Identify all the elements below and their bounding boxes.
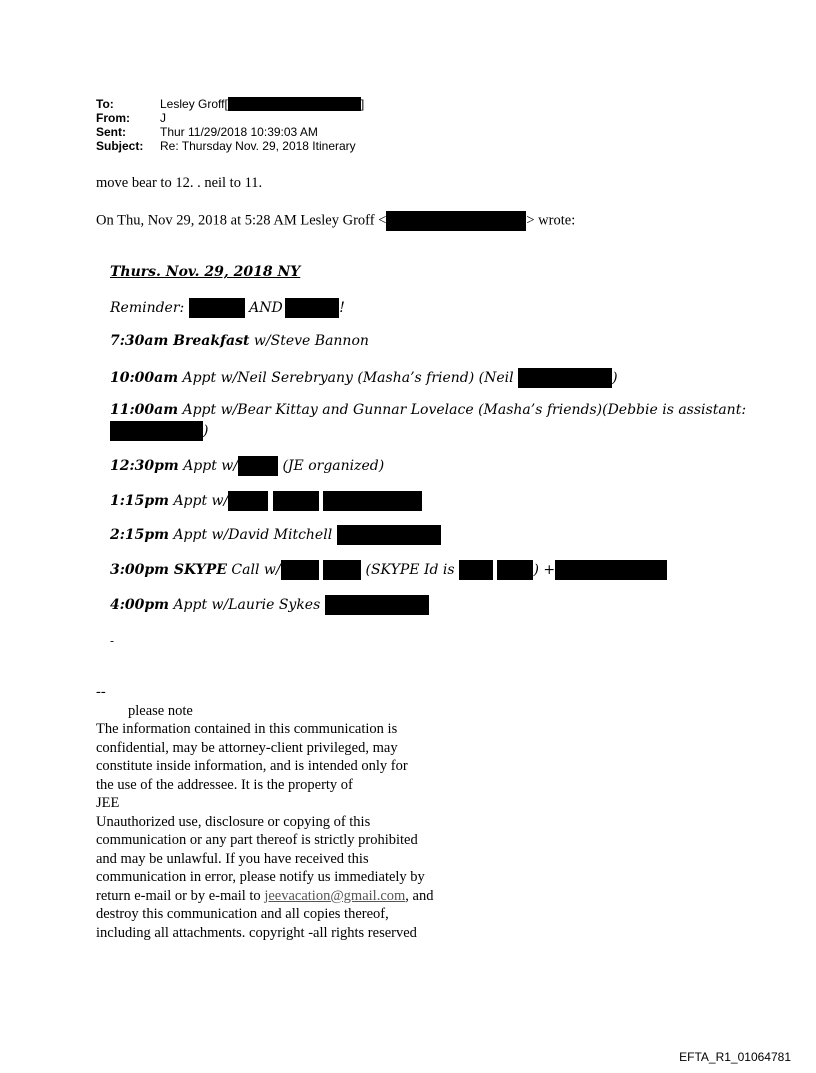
redaction-box: [189, 298, 245, 318]
reminder-and: AND: [249, 300, 283, 316]
disclaimer-line: constitute inside information, and is intended only for: [96, 758, 408, 774]
quote-intro: [96, 211, 575, 231]
sent-row: [96, 125, 364, 139]
itinerary-item-continued: [110, 421, 208, 441]
redaction-box: [285, 298, 339, 318]
from-row: [96, 111, 364, 125]
redaction-box: [555, 560, 667, 580]
reminder-line: [110, 298, 345, 318]
item-text: Appt w/David Mitchell: [169, 527, 337, 543]
itinerary-item: [110, 595, 429, 615]
redaction-box: [323, 491, 422, 511]
disclaimer-line: confidential, may be attorney-client privileged, may: [96, 739, 398, 756]
itinerary-item: [110, 560, 667, 580]
disclaimer-line: JEE: [96, 795, 120, 811]
item-text: Appt w/Laurie Sykes: [169, 597, 325, 613]
item-time: 12:30pm: [110, 458, 179, 474]
from-label: From:: [96, 111, 130, 125]
disclaimer-line: [96, 887, 433, 906]
quote-intro-start: On Thu, Nov 29, 2018 at 5:28 AM Lesley Groff <: [96, 212, 387, 229]
item-text: Appt w/Neil Serebryany (Masha’s friend) (Neil: [178, 370, 519, 386]
item-end: ): [612, 370, 618, 386]
item-time: 4:00pm: [110, 597, 169, 613]
redaction-box: [281, 560, 319, 580]
item-time: 3:00pm SKYPE: [110, 562, 227, 578]
item-text: Appt w/Bear Kittay and Gunnar Lovelace (Masha’s friends)(Debbie is assistant:: [178, 402, 747, 418]
disclaimer-line: the use of the addressee. It is the property of: [96, 776, 353, 793]
item-text: Appt w/: [169, 493, 229, 509]
itinerary-title-text: Thurs. Nov. 29, 2018 NY: [110, 264, 301, 280]
subject-label: Subject:: [96, 139, 144, 153]
signature-dash: --: [96, 684, 106, 700]
itinerary-item: [110, 333, 369, 349]
redaction-box: [386, 211, 526, 231]
redaction-box: [325, 595, 429, 615]
item-mid: (SKYPE Id is: [361, 562, 460, 578]
redaction-box: [518, 368, 612, 388]
itinerary-item: [110, 456, 384, 476]
redaction-box: [337, 525, 441, 545]
to-label: To:: [96, 97, 114, 111]
item-time: 1:15pm: [110, 493, 169, 509]
return-start: return e-mail or by e-mail to: [96, 887, 265, 904]
item-text: Call w/: [226, 562, 281, 578]
item-time: 2:15pm: [110, 527, 169, 543]
disclaimer-line: communication in error, please notify us immediately by: [96, 869, 425, 885]
subject-row: [96, 139, 364, 153]
reminder-end: !: [339, 300, 345, 316]
disclaimer-line: destroy this communication and all copies thereof,: [96, 906, 389, 922]
email-header: [96, 97, 364, 153]
redaction-box: [228, 491, 268, 511]
return-end: , and: [405, 887, 434, 904]
disclaimer-line: Unauthorized use, disclosure or copying of this: [96, 813, 371, 830]
redaction-box: [110, 421, 203, 441]
redaction-box: [459, 560, 493, 580]
item-end: ) +: [533, 562, 556, 578]
from-value: J: [160, 111, 166, 125]
itinerary-item: [110, 368, 618, 388]
to-value: Lesley Groff[: [160, 97, 228, 111]
reminder-label: Reminder:: [110, 300, 185, 316]
itinerary-item: [110, 491, 422, 511]
item-time: 11:00am: [110, 402, 179, 418]
please-note: please note: [128, 702, 193, 719]
item-end: (JE organized): [278, 458, 385, 474]
to-suffix: ]: [360, 97, 365, 111]
itinerary-title: [110, 264, 300, 280]
redaction-box: [273, 491, 319, 511]
disclaimer-line: including all attachments. copyright -all rights reserved: [96, 924, 417, 941]
disclaimer-line: communication or any part thereof is strictly prohibited: [96, 832, 418, 848]
sent-value: Thur 11/29/2018 10:39:03 AM: [160, 125, 318, 139]
reply-text: move bear to 12. . neil to 11.: [96, 175, 263, 191]
document-id: EFTA_R1_01064781: [679, 1050, 791, 1064]
subject-value: Re: Thursday Nov. 29, 2018 Itinerary: [160, 139, 356, 153]
itinerary-dash: -: [110, 634, 115, 648]
email-link[interactable]: jeevacation@gmail.com: [264, 887, 406, 904]
to-row: [96, 97, 364, 111]
item-text: w/Steve Bannon: [249, 333, 369, 349]
disclaimer: [96, 683, 433, 942]
disclaimer-line: The information contained in this communication is: [96, 721, 398, 737]
redaction-box: [497, 560, 533, 580]
redaction-box: [323, 560, 361, 580]
quote-intro-end: > wrote:: [526, 212, 576, 229]
sent-label: Sent:: [96, 125, 126, 139]
item-end: ): [203, 423, 209, 439]
item-time: 10:00am: [110, 370, 179, 386]
itinerary-item: [110, 525, 441, 545]
item-text: Appt w/: [178, 458, 239, 474]
item-time: 7:30am Breakfast: [110, 333, 250, 349]
disclaimer-line: and may be unlawful. If you have received this: [96, 850, 369, 867]
redaction-box: [228, 97, 361, 111]
itinerary-item: [110, 402, 746, 418]
redaction-box: [238, 456, 278, 476]
